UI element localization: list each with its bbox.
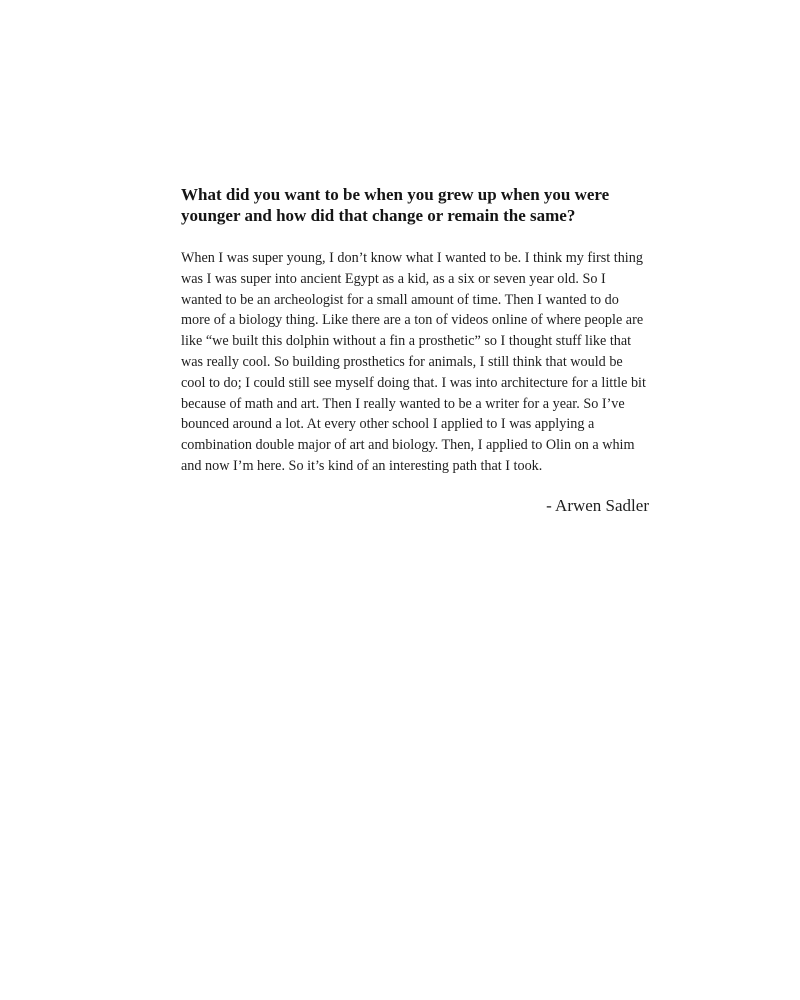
answer-paragraph: When I was super young, I don’t know what I wanted to be. I think my first thing was I was super into ancient Egypt as a kid, as a six or seven year old. So I wanted to be an archeologist for a small amount of time. Then I wanted to do more of a biology thing. Like there are a ton of videos online of where people are like “we built this dolphin without a fin a prosthetic” so I thought stuff like that was really cool. So building prosthetics for animals, I still think that would be cool to do; I could still see myself doing that. I was into architecture for a little bit because of math and art. Then I really wanted to be a writer for a year. So I’ve bounced around a lot. At every other school I applied to I was applying a combination double major of art and biology. Then, I applied to Olin on a whim and now I’m here. So it’s kind of an interesting path that I took. bbox=[181, 250, 646, 474]
question-heading: What did you want to be when you grew up when you were younger and how did that change or remain the same? bbox=[181, 185, 610, 225]
interview-section bbox=[181, 184, 649, 517]
author-attribution: - Arwen Sadler bbox=[546, 495, 649, 515]
